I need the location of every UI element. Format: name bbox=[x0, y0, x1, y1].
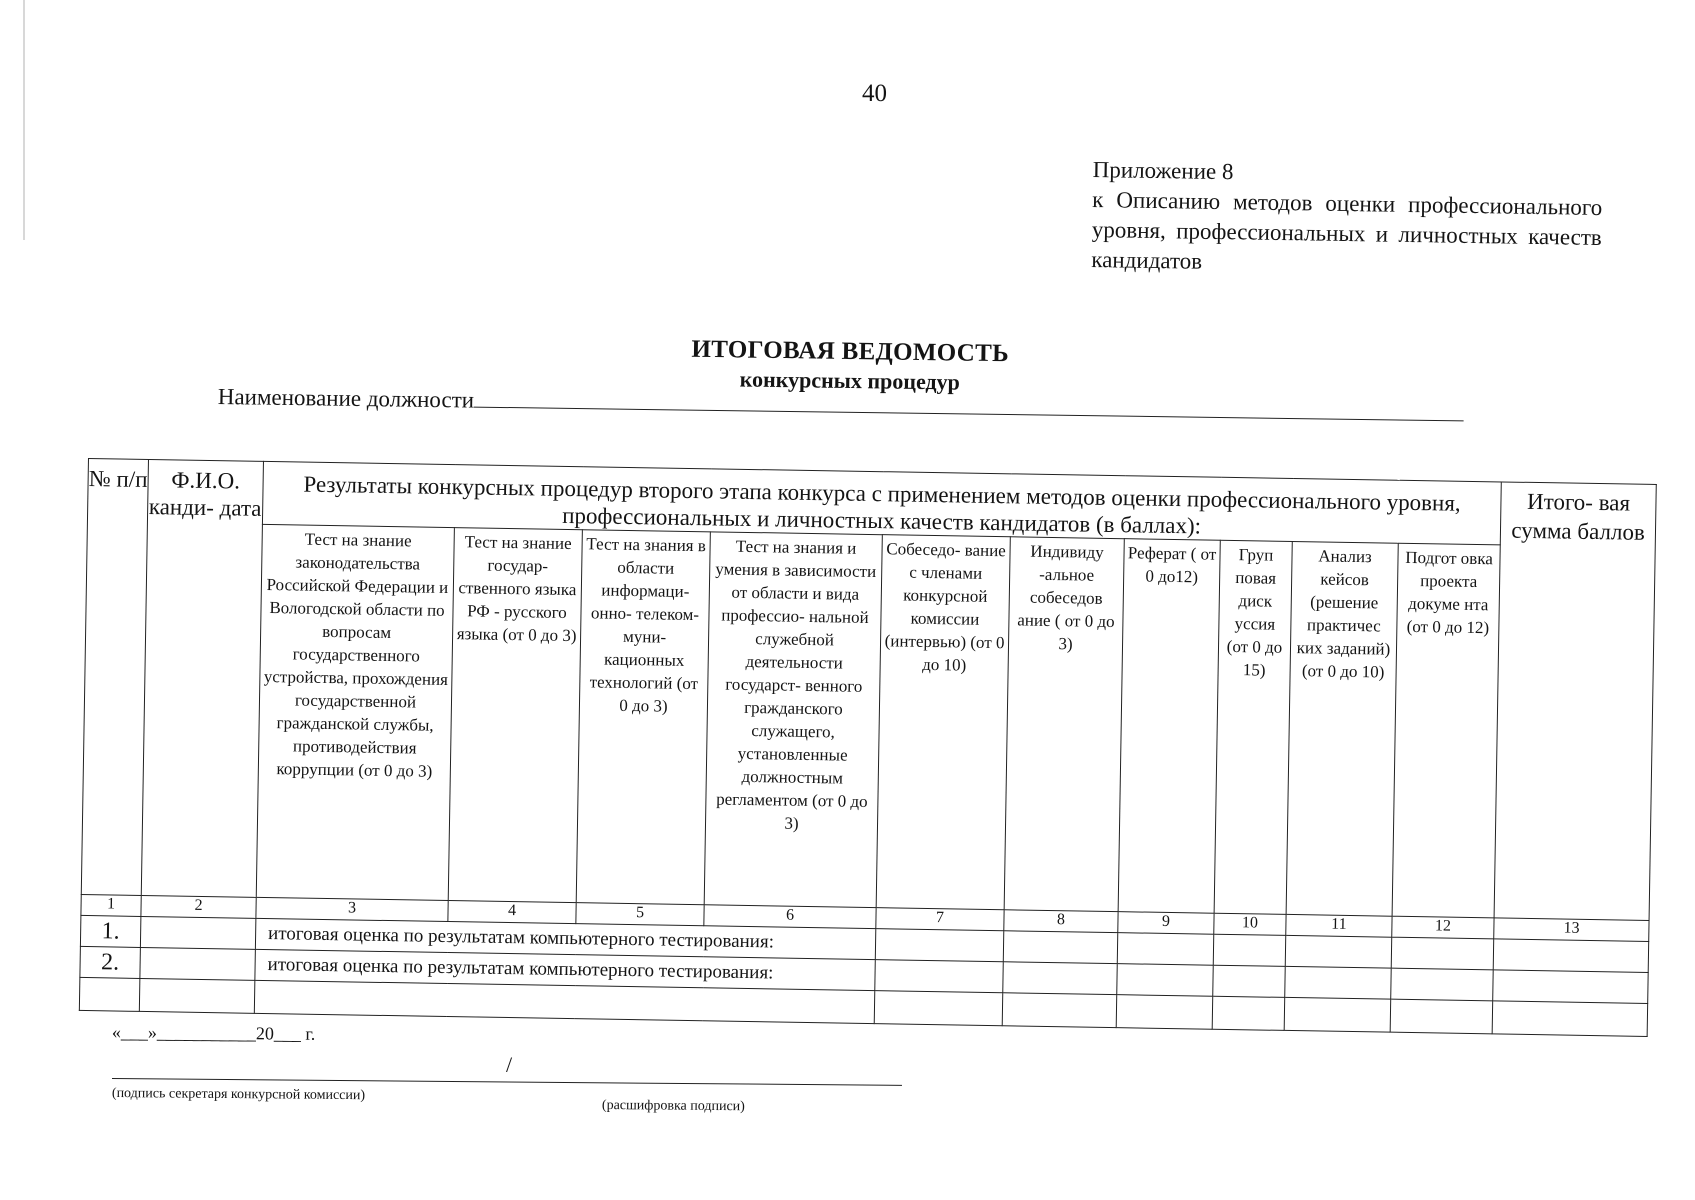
header-total-score: Итого- вая сумма баллов bbox=[1494, 482, 1656, 921]
header-language-test: Тест на знание государ- ственного языка РФ - русского языка (от 0 до 3) bbox=[448, 528, 582, 903]
column-number: 9 bbox=[1118, 912, 1214, 935]
position-label: Наименование должности bbox=[217, 383, 475, 413]
date-field[interactable]: «___»___________20___ г. bbox=[111, 1022, 316, 1044]
score-cell[interactable] bbox=[1285, 935, 1391, 968]
document-title-sub: конкурсных процедур bbox=[739, 366, 961, 395]
score-cell[interactable] bbox=[1003, 962, 1117, 995]
header-document-draft: Подгот овка проекта докуме нта (от 0 до 12) bbox=[1392, 543, 1500, 918]
empty-cell[interactable] bbox=[1284, 997, 1391, 1032]
header-group-discussion: Груп повая диск уссия (от 0 до 15) bbox=[1214, 540, 1292, 914]
candidate-name-cell[interactable] bbox=[140, 947, 255, 980]
score-cell[interactable] bbox=[875, 960, 1003, 993]
column-number: 7 bbox=[876, 908, 1004, 931]
empty-cell[interactable] bbox=[79, 977, 140, 1011]
empty-cell[interactable] bbox=[1002, 993, 1117, 1028]
column-number: 10 bbox=[1214, 913, 1286, 935]
empty-cell[interactable] bbox=[1390, 999, 1493, 1034]
header-candidate-name: Ф.И.О. канди- дата bbox=[141, 460, 263, 898]
signature-separator: / bbox=[506, 1052, 513, 1077]
column-number: 1 bbox=[81, 894, 141, 916]
row-index: 2. bbox=[80, 946, 141, 978]
score-cell[interactable] bbox=[1213, 934, 1286, 966]
column-number: 6 bbox=[704, 905, 876, 929]
document-title bbox=[640, 335, 1061, 397]
appendix-title: Приложение 8 bbox=[1092, 156, 1234, 185]
column-number: 5 bbox=[576, 903, 704, 926]
appendix-block bbox=[1091, 155, 1603, 283]
score-cell[interactable] bbox=[1391, 968, 1494, 1001]
candidate-name-cell[interactable] bbox=[140, 916, 255, 949]
empty-cell[interactable] bbox=[139, 978, 255, 1013]
empty-cell[interactable] bbox=[874, 991, 1003, 1026]
header-individual-interview: Индивиду -альное собеседов ание ( от 0 до 3) bbox=[1004, 537, 1124, 912]
results-table-container bbox=[79, 458, 1656, 1037]
empty-cell[interactable] bbox=[1116, 995, 1213, 1030]
header-law-test: Тест на знание законодательства Российской Федерации и Вологодской области по вопросам государственного устройства, прохождения государственной гражданской службы, противодействия коррупции (от 0 до 3) bbox=[256, 524, 454, 900]
document-title-main: ИТОГОВАЯ ВЕДОМОСТЬ bbox=[691, 335, 1010, 368]
page-number: 40 bbox=[862, 80, 887, 107]
column-number: 13 bbox=[1494, 918, 1649, 942]
header-essay: Реферат ( от 0 до12) bbox=[1118, 539, 1220, 914]
total-score-cell[interactable] bbox=[1493, 939, 1648, 973]
scan-edge-mark bbox=[23, 0, 25, 240]
results-table bbox=[79, 458, 1657, 1037]
column-number: 2 bbox=[141, 895, 256, 918]
header-it-test: Тест на знания в области информаци- онно- телеком- муни- кационных технологий (от 0 до 3) bbox=[576, 530, 710, 905]
empty-cell[interactable] bbox=[1492, 1001, 1648, 1037]
total-score-cell[interactable] bbox=[1493, 970, 1648, 1004]
computer-test-note: итоговая оценка по результатам компьютерного тестирования: bbox=[255, 949, 875, 990]
score-cell[interactable] bbox=[1391, 937, 1494, 970]
row-index: 1. bbox=[80, 915, 141, 947]
column-number: 3 bbox=[256, 897, 448, 921]
header-results-group: Результаты конкурсных процедур второго этапа конкурса с применением методов оценки профессионального уровня, профессиональных и личностных качеств кандидатов (в баллах): bbox=[262, 461, 1501, 545]
signature-decoding-caption: (расшифровка подписи) bbox=[601, 1098, 745, 1115]
header-professional-test: Тест на знания и умения в зависимости от области и вида профессио- нальной служебной деятельности государст- венного гражданского служащего, установленные должностным регламентом (от 0 до 3) bbox=[704, 532, 882, 908]
header-number: № п/п bbox=[81, 459, 148, 896]
header-interview: Собеседо- вание с членами конкурсной комиссии (интервью) (от 0 до 10) bbox=[876, 535, 1010, 910]
column-number: 12 bbox=[1392, 916, 1494, 939]
computer-test-note: итоговая оценка по результатам компьютерного тестирования: bbox=[255, 918, 875, 959]
score-cell[interactable] bbox=[875, 929, 1003, 962]
appendix-text: к Описанию методов оценки профессионального уровня, профессиональных и личностных качеств кандидатов bbox=[1091, 186, 1603, 274]
score-cell[interactable] bbox=[1117, 964, 1214, 997]
header-case-analysis: Анализ кейсов (решение практичес ких заданий) (от 0 до 10) bbox=[1286, 541, 1398, 916]
score-cell[interactable] bbox=[1003, 931, 1117, 964]
score-cell[interactable] bbox=[1285, 966, 1391, 999]
column-number: 8 bbox=[1004, 910, 1118, 933]
empty-cell[interactable] bbox=[1212, 996, 1285, 1030]
column-number: 11 bbox=[1286, 914, 1392, 937]
signature-line[interactable] bbox=[112, 1078, 902, 1086]
column-number: 4 bbox=[448, 901, 576, 924]
score-cell[interactable] bbox=[1117, 933, 1214, 966]
signature-caption: (подпись секретаря конкурсной комиссии) bbox=[111, 1086, 366, 1104]
score-cell[interactable] bbox=[1213, 965, 1286, 997]
